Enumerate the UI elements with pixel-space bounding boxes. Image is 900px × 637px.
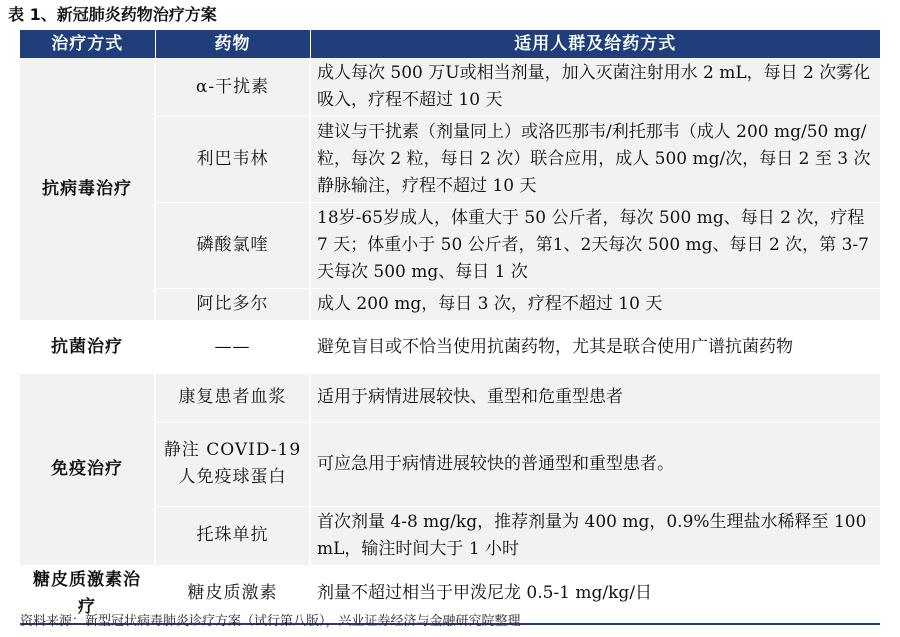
dosage-cell: 剂量不超过相当于甲泼尼龙 0.5-1 mg/kg/日 [310, 565, 880, 624]
dosage-cell: 可应急用于病情进展较快的普通型和重型患者。 [310, 422, 880, 506]
table-row [20, 320, 880, 374]
drug-cell: 阿比多尔 [155, 289, 310, 321]
drug-cell: 静注 COVID-19 人免疫球蛋白 [155, 422, 310, 506]
category-antiviral: 抗病毒治疗 [20, 58, 155, 320]
drug-cell: 托珠单抗 [155, 506, 310, 565]
header-drug: 药物 [155, 30, 310, 58]
dosage-cell: 适用于病情进展较快、重型和危重型患者 [310, 374, 880, 422]
drug-cell: 磷酸氯喹 [155, 203, 310, 289]
dosage-cell: 避免盲目或不恰当使用抗菌药物，尤其是联合使用广谱抗菌药物 [310, 320, 880, 374]
treatment-table [20, 30, 880, 625]
drug-cell: α-干扰素 [155, 58, 310, 117]
dosage-cell: 18岁-65岁成人，体重大于 50 公斤者，每次 500 mg、每日 2 次，疗程 7 天；体重小于 50 公斤者，第1、2天每次 500 mg、每日 2 次，第 3-7 天每次 500 mg、每日 1 次 [310, 203, 880, 289]
table-header-row [20, 30, 880, 58]
dosage-cell: 成人 200 mg，每日 3 次，疗程不超过 10 天 [310, 289, 880, 321]
dosage-cell: 建议与干扰素（剂量同上）或洛匹那韦/利托那韦（成人 200 mg/50 mg/粒，每次 2 粒，每日 2 次）联合应用，成人 500 mg/次，每日 2 至 3 次静脉输注，疗程不超过 10 天 [310, 117, 880, 203]
table-row [20, 374, 880, 422]
source-note: 资料来源：新型冠状病毒肺炎诊疗方案（试行第八版），兴业证券经济与金融研究院整理 [20, 614, 521, 629]
drug-cell: 康复患者血浆 [155, 374, 310, 422]
dosage-cell: 成人每次 500 万U或相当剂量，加入灭菌注射用水 2 mL，每日 2 次雾化吸入，疗程不超过 10 天 [310, 58, 880, 117]
table-row [20, 58, 880, 117]
drug-cell: 糖皮质激素 [155, 565, 310, 624]
header-population-dosage: 适用人群及给药方式 [310, 30, 880, 58]
category-steroid: 糖皮质激素治疗 [20, 565, 155, 624]
drug-cell: 利巴韦林 [155, 117, 310, 203]
table-caption: 表 1、新冠肺炎药物治疗方案 [8, 5, 217, 24]
category-antibacterial: 抗菌治疗 [20, 320, 155, 374]
drug-cell: —— [155, 320, 310, 374]
header-treatment-method: 治疗方式 [20, 30, 155, 58]
dosage-cell: 首次剂量 4-8 mg/kg，推荐剂量为 400 mg，0.9%生理盐水稀释至 100 mL，输注时间大于 1 小时 [310, 506, 880, 565]
category-immune: 免疫治疗 [20, 374, 155, 565]
